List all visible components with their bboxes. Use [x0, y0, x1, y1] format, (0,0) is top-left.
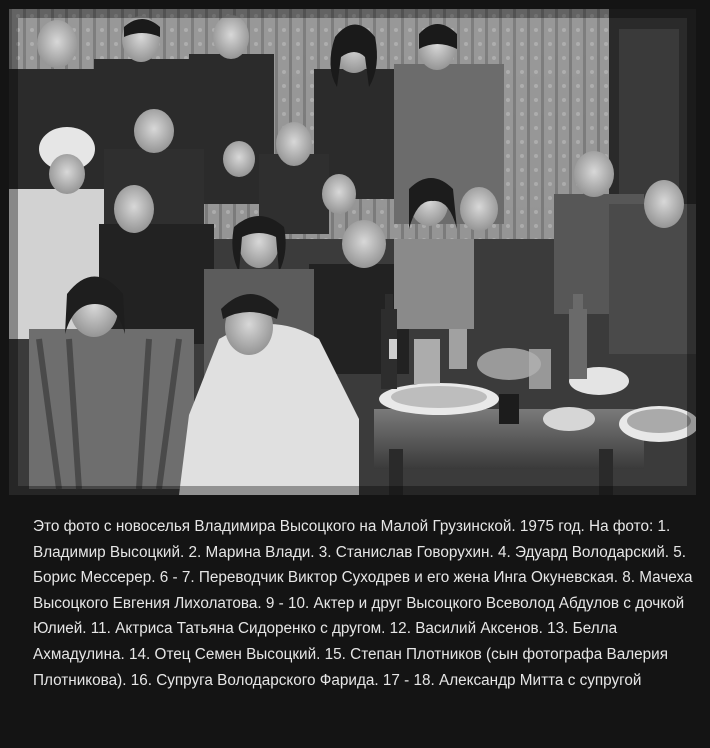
group-photo-icon [9, 9, 696, 495]
group-photo[interactable] [9, 9, 696, 495]
photo-caption: Это фото с новоселья Владимира Высоцкого на Малой Грузинской. 1975 год. На фото: 1. Владимир Высоцкий. 2. Марина Влади. 3. Станислав Говорухин. 4. Эдуард Володарский. 5. Борис Мессерер. 6 - 7. Переводчик Виктор Суходрев и его жена Инга Окуневская. 8. Мачеха Высоцкого Евгения Лихолатова. 9 - 10. Актер и друг Высоцкого Всеволод Абдулов с дочкой Юлией. 11. Актриса Татьяна Сидоренко с другом. 12. Василий Аксенов. 13. Белла Ахмадулина. 14. Отец Семен Высоцкий. 15. Степан Плотников (сын фотографа Валерия Плотникова). 16. Супруга Володарского Фарида. 17 - 18. Александр Митта с супругой [33, 518, 693, 689]
